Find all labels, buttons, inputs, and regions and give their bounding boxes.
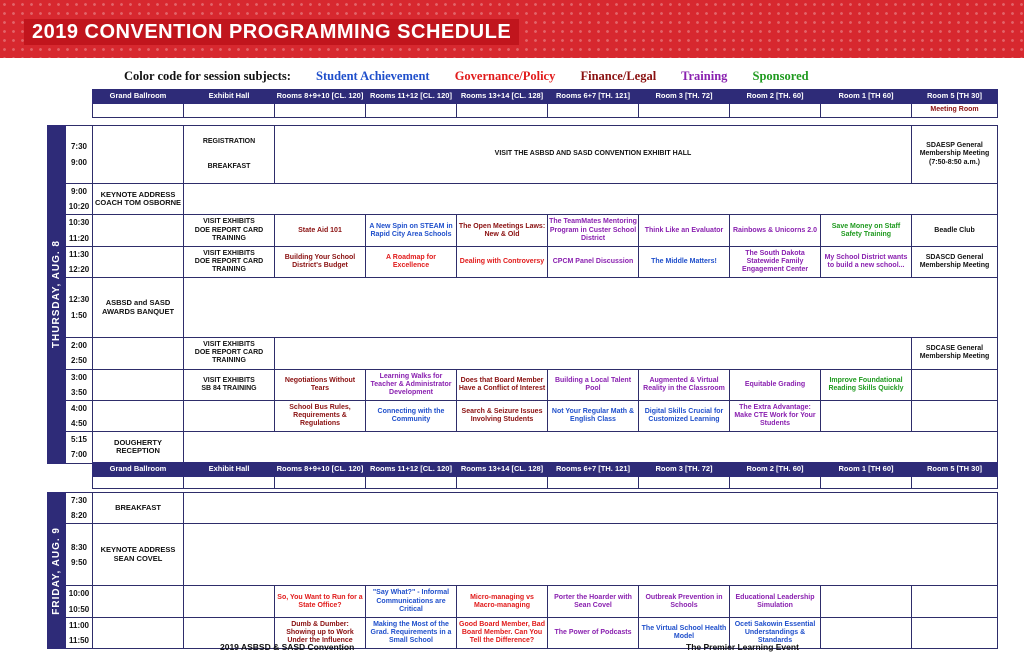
session-cell: Negotiations Without Tears — [275, 369, 366, 400]
session-cell: Not Your Regular Math & English Class — [548, 400, 639, 431]
session-cell: Does that Board Member Have a Conflict of Interest — [457, 369, 548, 400]
session-cell: The Middle Matters! — [639, 246, 730, 277]
column-header: Room 3 [TH. 72] — [639, 90, 730, 104]
session-cell: The Power of Podcasts — [548, 617, 639, 648]
session-cell: The Open Meetings Laws: New & Old — [457, 215, 548, 246]
color-code-label: Color code for session subjects: — [124, 69, 291, 83]
session-cell: The Virtual School Health Model — [639, 617, 730, 648]
column-header: Rooms 8+9+10 [CL. 120] — [275, 90, 366, 104]
session-cell: Dealing with Controversy — [457, 246, 548, 277]
color-code-legend — [124, 69, 809, 84]
keynote-cell: KEYNOTE ADDRESS COACH TOM OSBORNE — [93, 184, 184, 215]
exhibit-hall-cell: VISIT EXHIBITS DOE REPORT CARD TRAINING — [184, 246, 275, 277]
session-cell: Learning Walks for Teacher & Administrator Development — [366, 369, 457, 400]
session-cell: Micro-managing vs Macro-managing — [457, 586, 548, 617]
session-cell: State Aid 101 — [275, 215, 366, 246]
time-slot: 10:00 10:50 — [66, 586, 93, 617]
legend-finance-legal: Finance/Legal — [580, 69, 657, 83]
session-cell: SDASCD General Membership Meeting — [912, 246, 998, 277]
column-header: Rooms 6+7 [TH. 121] — [548, 90, 639, 104]
time-slot: 4:00 4:50 — [66, 400, 93, 431]
column-header: Rooms 6+7 [TH. 121] — [548, 463, 639, 477]
session-cell: Digital Skills Crucial for Customized Learning — [639, 400, 730, 431]
column-header: Rooms 11+12 [CL. 120] — [366, 90, 457, 104]
column-header: Room 5 [TH 30] — [912, 90, 998, 104]
banquet-cell: ASBSD and SASD AWARDS BANQUET — [93, 278, 184, 338]
session-cell: Think Like an Evaluator — [639, 215, 730, 246]
session-cell: Connecting with the Community — [366, 400, 457, 431]
breakfast-cell: BREAKFAST — [93, 493, 184, 524]
column-header: Room 5 [TH 30] — [912, 463, 998, 477]
session-cell: The Extra Advantage: Make CTE Work for Your Students — [730, 400, 821, 431]
session-cell: Oceti Sakowin Essential Understandings & Standards — [730, 617, 821, 648]
time-slot: 2:00 2:50 — [66, 338, 93, 369]
session-cell: School Bus Rules, Requirements & Regulations — [275, 400, 366, 431]
time-slot: 12:30 1:50 — [66, 278, 93, 338]
session-cell: Making the Most of the Grad. Requirements in a Small School — [366, 617, 457, 648]
column-header: Room 3 [TH. 72] — [639, 463, 730, 477]
reception-cell: DOUGHERTY RECEPTION — [93, 432, 184, 463]
session-cell: A Roadmap for Excellence — [366, 246, 457, 277]
session-cell: Search & Seizure Issues Involving Students — [457, 400, 548, 431]
time-slot: 7:30 8:20 — [66, 493, 93, 524]
session-cell: Outbreak Prevention in Schools — [639, 586, 730, 617]
session-cell: My School District wants to build a new school... — [821, 246, 912, 277]
legend-student-achievement: Student Achievement — [316, 69, 430, 83]
column-header: Room 1 [TH 60] — [821, 90, 912, 104]
session-cell: Improve Foundational Reading Skills Quickly — [821, 369, 912, 400]
exhibit-hall-cell: VISIT EXHIBITS DOE REPORT CARD TRAINING — [184, 215, 275, 246]
session-cell: CPCM Panel Discussion — [548, 246, 639, 277]
session-cell: SDCASE General Membership Meeting — [912, 338, 998, 369]
session-cell: Porter the Hoarder with Sean Covel — [548, 586, 639, 617]
time-slot: 8:30 9:50 — [66, 524, 93, 586]
exhibit-hall-cell: REGISTRATION BREAKFAST — [184, 126, 275, 184]
column-header: Room 1 [TH 60] — [821, 463, 912, 477]
session-cell: So, You Want to Run for a State Office? — [275, 586, 366, 617]
session-cell: Beadle Club — [912, 215, 998, 246]
column-header: Exhibit Hall — [184, 463, 275, 477]
legend-training: Training — [681, 69, 728, 83]
session-cell: Dumb & Dumber: Showing up to Work Under the Influence — [275, 617, 366, 648]
session-cell: Augmented & Virtual Reality in the Classroom — [639, 369, 730, 400]
time-slot: 11:30 12:20 — [66, 246, 93, 277]
column-header: Rooms 8+9+10 [CL. 120] — [275, 463, 366, 477]
session-cell: The TeamMates Mentoring Program in Custer School District — [548, 215, 639, 246]
meeting-room-label: Meeting Room — [912, 104, 998, 118]
session-cell: Rainbows & Unicorns 2.0 — [730, 215, 821, 246]
time-slot: 3:00 3:50 — [66, 369, 93, 400]
time-slot: 5:15 7:00 — [66, 432, 93, 463]
time-slot: 10:30 11:20 — [66, 215, 93, 246]
column-header: Exhibit Hall — [184, 90, 275, 104]
column-header: Grand Ballroom — [93, 90, 184, 104]
session-cell: A New Spin on STEAM in Rapid City Area Schools — [366, 215, 457, 246]
session-cell: Good Board Member, Bad Board Member. Can You Tell the Difference? — [457, 617, 548, 648]
column-header: Room 2 [TH. 60] — [730, 90, 821, 104]
time-slot: 11:00 11:50 — [66, 617, 93, 648]
footer-right: The Premier Learning Event — [686, 642, 799, 652]
session-cell: Building Your School District's Budget — [275, 246, 366, 277]
time-slot: 9:00 10:20 — [66, 184, 93, 215]
legend-governance-policy: Governance/Policy — [454, 69, 556, 83]
session-cell: Save Money on Staff Safety Training — [821, 215, 912, 246]
session-cell: SDAESP General Membership Meeting (7:50-8:50 a.m.) — [912, 126, 998, 184]
session-cell: Building a Local Talent Pool — [548, 369, 639, 400]
column-header: Rooms 11+12 [CL. 120] — [366, 463, 457, 477]
keynote-cell: KEYNOTE ADDRESS SEAN COVEL — [93, 524, 184, 586]
session-cell: "Say What?" - Informal Communications are Critical — [366, 586, 457, 617]
column-header: Room 2 [TH. 60] — [730, 463, 821, 477]
time-slot: 7:30 9:00 — [66, 126, 93, 184]
friday-schedule-table — [47, 462, 998, 649]
footer-left: 2019 ASBSD & SASD Convention — [220, 642, 355, 652]
session-cell: Equitable Grading — [730, 369, 821, 400]
session-cell: Educational Leadership Simulation — [730, 586, 821, 617]
column-header: Rooms 13+14 [CL. 128] — [457, 463, 548, 477]
column-header: Grand Ballroom — [93, 463, 184, 477]
title-banner — [0, 0, 1024, 58]
thursday-schedule-table — [47, 89, 998, 464]
session-cell: The South Dakota Statewide Family Engagement Center — [730, 246, 821, 277]
legend-sponsored: Sponsored — [752, 69, 809, 83]
page-title: 2019 CONVENTION PROGRAMMING SCHEDULE — [24, 19, 519, 45]
exhibit-hall-span: VISIT THE ASBSD AND SASD CONVENTION EXHIBIT HALL — [275, 126, 912, 184]
day-label-friday: FRIDAY, AUG. 9 — [48, 493, 66, 649]
day-label-thursday: THURSDAY, AUG. 8 — [48, 126, 66, 464]
column-header: Rooms 13+14 [CL. 128] — [457, 90, 548, 104]
exhibit-hall-cell: VISIT EXHIBITS SB 84 TRAINING — [184, 369, 275, 400]
exhibit-hall-cell: VISIT EXHIBITS DOE REPORT CARD TRAINING — [184, 338, 275, 369]
